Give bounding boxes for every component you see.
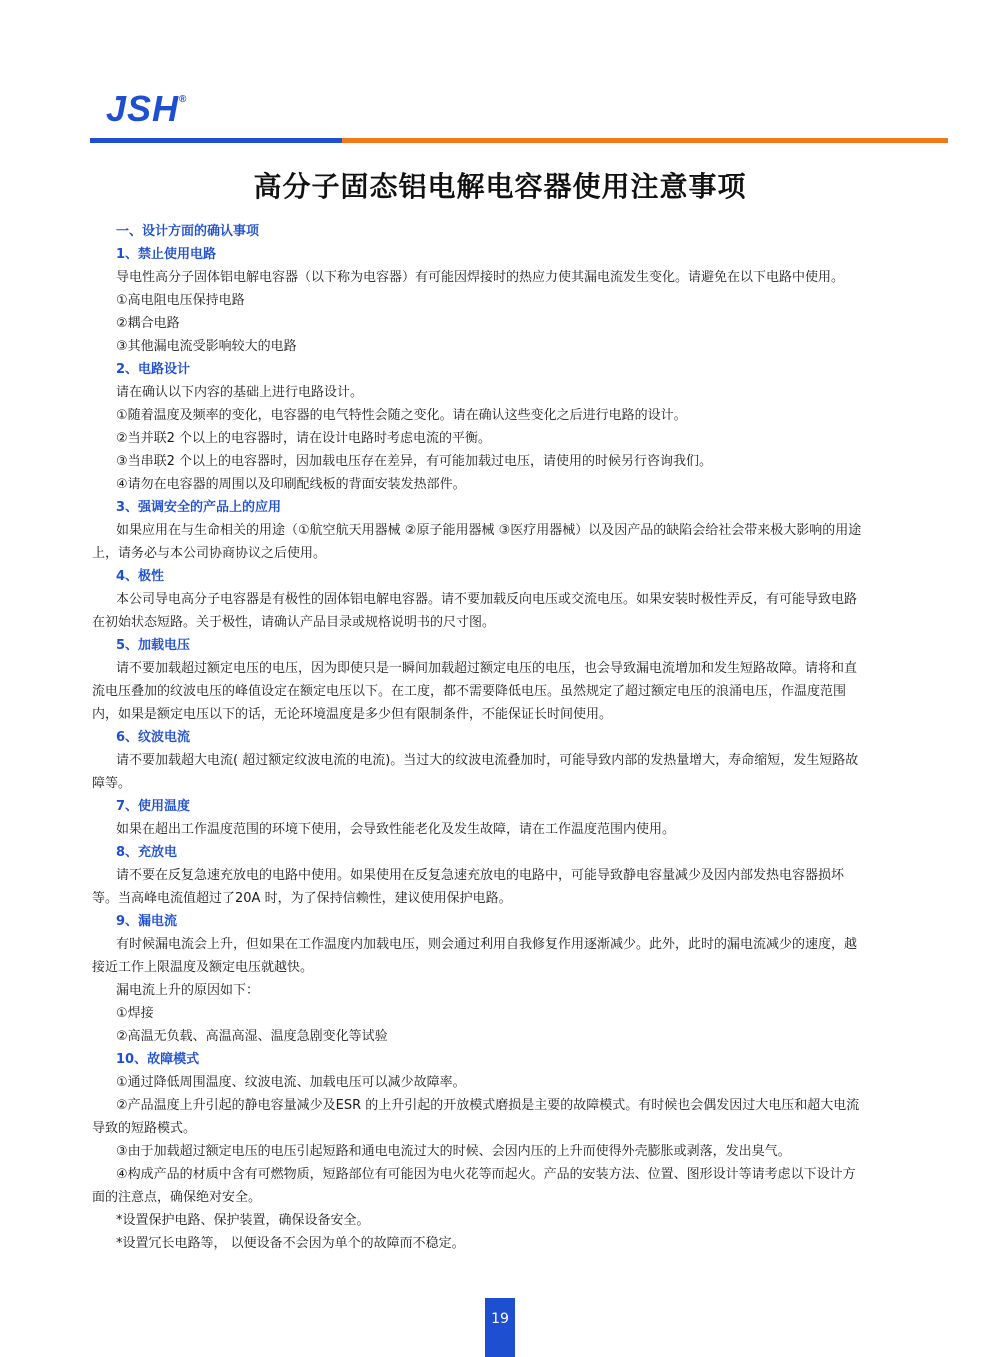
paragraph: 如果应用在与生命相关的用途（①航空航天用器械 ②原子能用器械 ③医疗用器械）以及因产品的缺陷会给社会带来极大影响的用途上，请务必与本公司协商协议之后使用。 [92,523,862,561]
subsection-heading: 3、强调安全的产品上的应用 [116,500,282,515]
subsection-heading: 9、漏电流 [116,914,178,929]
page-title: 高分子固态铝电解电容器使用注意事项 [253,170,747,203]
header-rule-blue [90,138,342,143]
document-body [92,220,862,1255]
subsection-heading: 5、加载电压 [116,638,191,653]
section-heading: 一、设计方面的确认事项 [116,224,260,239]
paragraph-line: ①通过降低周围温度、纹波电流、加载电压可以减少故障率。 [116,1075,466,1090]
paragraph-line: ④请勿在电容器的周围以及印刷配线板的背面安装发热部件。 [116,477,466,492]
subsection-heading: 7、使用温度 [116,799,191,814]
paragraph-line: ②当并联2 个以上的电容器时，请在设计电路时考虑电流的平衡。 [116,431,492,446]
paragraph: 有时候漏电流会上升，但如果在工作温度内加载电压，则会通过利用自我修复作用逐渐减少。此外，此时的漏电流减少的速度，越接近工作上限温度及额定电压就越快。 [92,937,858,975]
paragraph-line: 请在确认以下内容的基础上进行电路设计。 [116,385,364,400]
paragraph: 本公司导电高分子电容器是有极性的固体铝电解电容器。请不要加载反向电压或交流电压。如果安装时极性弄反，有可能导致电路在初始状态短路。关于极性，请确认产品目录或规格说明书的尺寸图。 [92,592,858,630]
subsection-heading: 10、故障模式 [116,1052,200,1067]
paragraph-line: ①随着温度及频率的变化，电容器的电气特性会随之变化。请在确认这些变化之后进行电路的设计。 [116,408,687,423]
subsection-heading: 8、充放电 [116,845,178,860]
paragraph-line: ①焊接 [116,1006,154,1021]
paragraph: ②产品温度上升引起的静电容量减少及ESR 的上升引起的开放模式磨损是主要的故障模式。有时候也会偶发因过大电压和超大电流导致的短路模式。 [92,1098,860,1136]
header-rule-orange [342,138,948,143]
subsection-heading: 6、纹波电流 [116,730,191,745]
paragraph-line: ③由于加载超过额定电压的电压引起短路和通电电流过大的时候、会因内压的上升而使得外壳膨胀或剥落，发出臭气。 [116,1144,791,1159]
subsection-heading: 1、禁止使用电路 [116,247,217,262]
paragraph-line: ③其他漏电流受影响较大的电路 [116,339,297,354]
paragraph: 请不要加载超大电流( 超过额定纹波电流的电流)。当过大的纹波电流叠加时，可能导致内部的发热量增大，寿命缩短，发生短路故障等。 [92,753,859,791]
paragraph-line: ①高电阻电压保持电路 [116,293,245,308]
paragraph: 导电性高分子固体铝电解电容器（以下称为电容器）有可能因焊接时的热应力使其漏电流发生变化。请避免在以下电路中使用。 [116,270,845,285]
paragraph: 请不要加载超过额定电压的电压，因为即使只是一瞬间加载超过额定电压的电压，也会导致漏电流增加和发生短路故障。请将和直流电压叠加的纹波电压的峰值设定在额定电压以下。在工度，都不需要降低电压。虽然规定了超过额定电压的浪涌电压，作温度范围内，如果是额定电压以下的话，无论环境温度是多少但有限制条件，不能保证长时间使用。 [92,661,858,722]
paragraph: 请不要在反复急速充放电的电路中使用。如果使用在反复急速充放电的电路中，可能导致静电容量减少及因内部发热电容器损坏等。当高峰电流值超过了20A 时，为了保持信赖性，建议使用保护电路。 [92,868,845,906]
paragraph-line: ②高温无负载、高温高湿、温度急剧变化等试验 [116,1029,388,1044]
paragraph-line: *设置保护电路、保护装置，确保设备安全。 [116,1213,370,1228]
paragraph: ④构成产品的材质中含有可燃物质，短路部位有可能因为电火花等而起火。产品的安装方法、位置、图形设计等请考虑以下设计方面的注意点，确保绝对安全。 [92,1167,856,1205]
brand-logo: JSH® [106,88,188,129]
paragraph-line: 漏电流上升的原因如下： [116,983,260,998]
page-number: 19 [485,1298,515,1357]
subsection-heading: 2、电路设计 [116,362,191,377]
subsection-heading: 4、极性 [116,569,165,584]
paragraph-line: *设置冗长电路等， 以便设备不会因为单个的故障而不稳定。 [116,1236,465,1251]
paragraph-line: ②耦合电路 [116,316,180,331]
paragraph-line: ③当串联2 个以上的电容器时，因加载电压存在差异，有可能加载过电压，请使用的时候另行咨询我们。 [116,454,713,469]
paragraph-line: 如果在超出工作温度范围的环境下使用，会导致性能老化及发生故障，请在工作温度范围内使用。 [116,822,676,837]
